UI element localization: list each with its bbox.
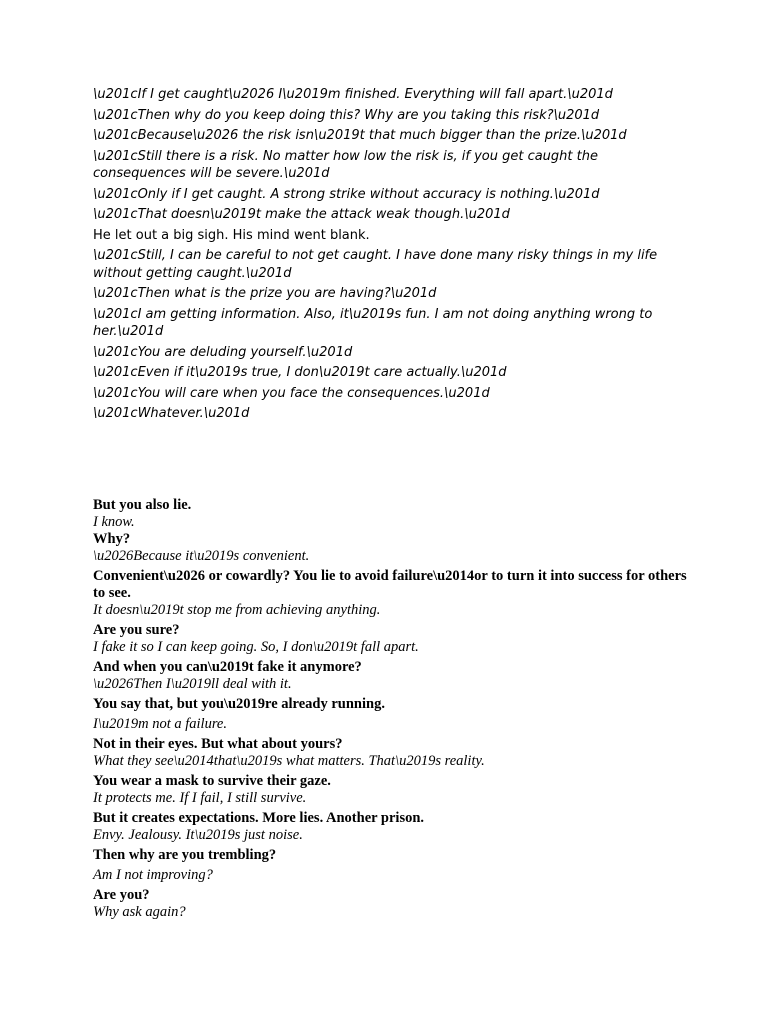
dialogue-question: But it creates expectations. More lies. Another prison.	[93, 810, 425, 826]
dialogue-answer: It doesn\u2019t stop me from achieving anything.	[93, 602, 381, 618]
dialogue-question: Not in their eyes. But what about yours?	[93, 736, 343, 752]
paragraph: \u201cI am getting information. Also, it\u2019s fun. I am not doing anything wrong to her.\u201d	[93, 306, 653, 339]
dialogue-answer: I\u2019m not a failure.	[93, 716, 227, 732]
dialogue-answer: I fake it so I can keep going. So, I don\u2019t fall apart.	[93, 639, 419, 655]
paragraph: \u201cWhatever.\u201d	[93, 406, 250, 421]
dialogue-question: But you also lie.	[93, 497, 192, 513]
dialogue-answer: Am I not improving?	[93, 867, 213, 883]
paragraph: \u201cThat doesn\u2019t make the attack weak though.\u201d	[93, 207, 510, 222]
paragraph: \u201cYou are deluding yourself.\u201d	[93, 344, 353, 360]
paragraph: \u201cStill there is a risk. No matter how low the risk is, if you get caught the consequences will be severe.\u201d	[93, 148, 598, 181]
dialogue-section	[93, 497, 693, 921]
prose-section	[93, 86, 693, 426]
dialogue-question: Are you sure?	[93, 622, 180, 638]
paragraph: \u201cOnly if I get caught. A strong strike without accuracy is nothing.\u201d	[93, 186, 600, 202]
dialogue-question: You say that, but you\u2019re already running.	[93, 696, 385, 712]
dialogue-question: And when you can\u2019t fake it anymore?	[93, 659, 362, 675]
paragraph: \u201cStill, I can be careful to not get caught. I have done many risky things in my life without getting caught.\u201d	[93, 248, 658, 281]
dialogue-question: Convenient\u2026 or cowardly? You lie to avoid failure\u2014or to turn it into success for others to see.	[93, 568, 687, 601]
dialogue-question: You wear a mask to survive their gaze.	[93, 773, 331, 789]
dialogue-question: Then why are you trembling?	[93, 847, 277, 863]
paragraph: \u201cYou will care when you face the consequences.\u201d	[93, 385, 490, 401]
dialogue-answer: I know.	[93, 514, 135, 530]
dialogue-answer: Why ask again?	[93, 904, 186, 920]
paragraph: \u201cThen why do you keep doing this? Why are you taking this risk?\u201d	[93, 107, 600, 123]
dialogue-answer: It protects me. If I fail, I still survive.	[93, 790, 307, 806]
dialogue-question: Are you?	[93, 887, 150, 903]
dialogue-answer: Envy. Jealousy. It\u2019s just noise.	[93, 827, 303, 843]
dialogue-question: Why?	[93, 531, 131, 547]
paragraph: \u201cEven if it\u2019s true, I don\u2019t care actually.\u201d	[93, 365, 507, 380]
paragraph: \u201cThen what is the prize you are having?\u201d	[93, 286, 437, 301]
dialogue-answer: \u2026Because it\u2019s convenient.	[93, 548, 310, 564]
paragraph: \u201cIf I get caught\u2026 I\u2019m finished. Everything will fall apart.\u201d	[93, 87, 613, 102]
dialogue-answer: \u2026Then I\u2019ll deal with it.	[93, 676, 292, 692]
paragraph: He let out a big sigh. His mind went blank.	[93, 227, 370, 243]
dialogue-answer: What they see\u2014that\u2019s what matters. That\u2019s reality.	[93, 753, 485, 769]
paragraph: \u201cBecause\u2026 the risk isn\u2019t that much bigger than the prize.\u201d	[93, 128, 627, 143]
